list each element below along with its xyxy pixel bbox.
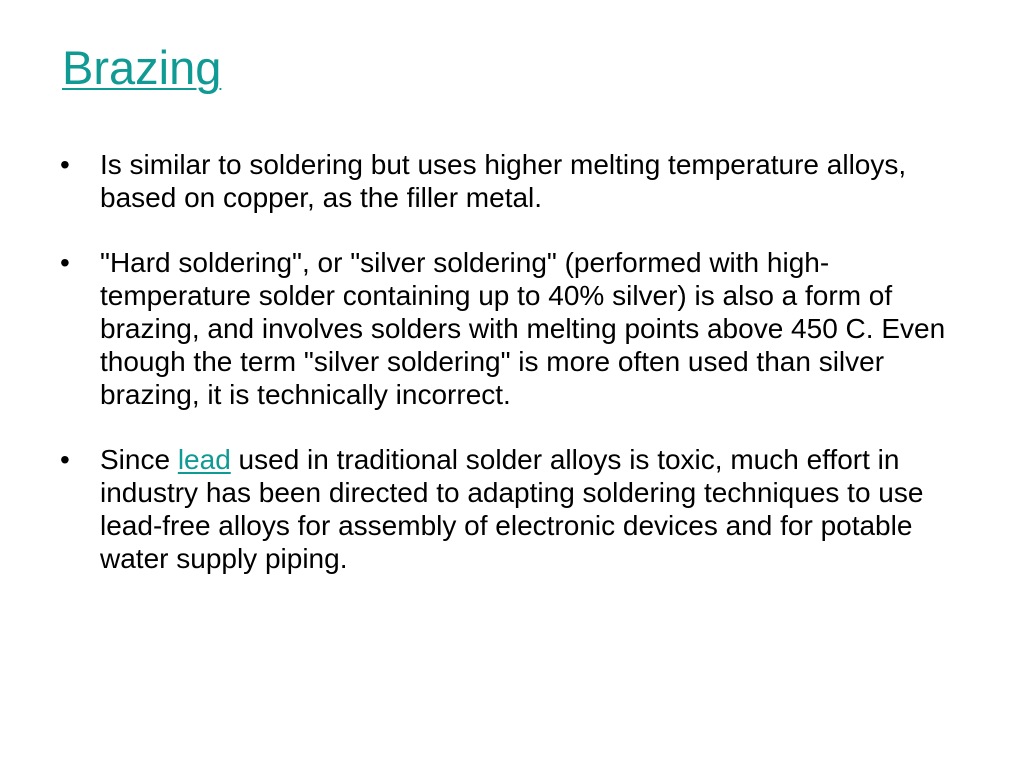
bullet-list [60,148,960,575]
bullet-icon: • [60,149,70,180]
bullet-icon: • [60,444,70,475]
bullet-item [60,148,960,214]
bullet-item [60,443,960,575]
bullet-item [60,246,960,411]
slide-title-link[interactable]: Brazing [62,41,222,94]
bullet-icon: • [60,247,70,278]
bullet-text: Is similar to soldering but uses higher melting temperature alloys, based on copper, as the filler metal. [100,149,907,213]
bullet-text-after-link: used in traditional solder alloys is toxic, much effort in industry has been directed to adapting soldering techniques to use lead-free alloys for assembly of electronic devices and for potable water supply piping. [100,444,924,574]
lead-link[interactable]: lead [177,444,231,475]
bullet-text: "Hard soldering", or "silver soldering" (performed with high-temperature solder containing up to 40% silver) is also a form of brazing, and involves solders with melting points above 450 C. Even though the term "silver soldering" is more often used than silver brazing, it is technically incorrect. [100,247,946,410]
bullet-text-before-link: Since [100,444,178,475]
